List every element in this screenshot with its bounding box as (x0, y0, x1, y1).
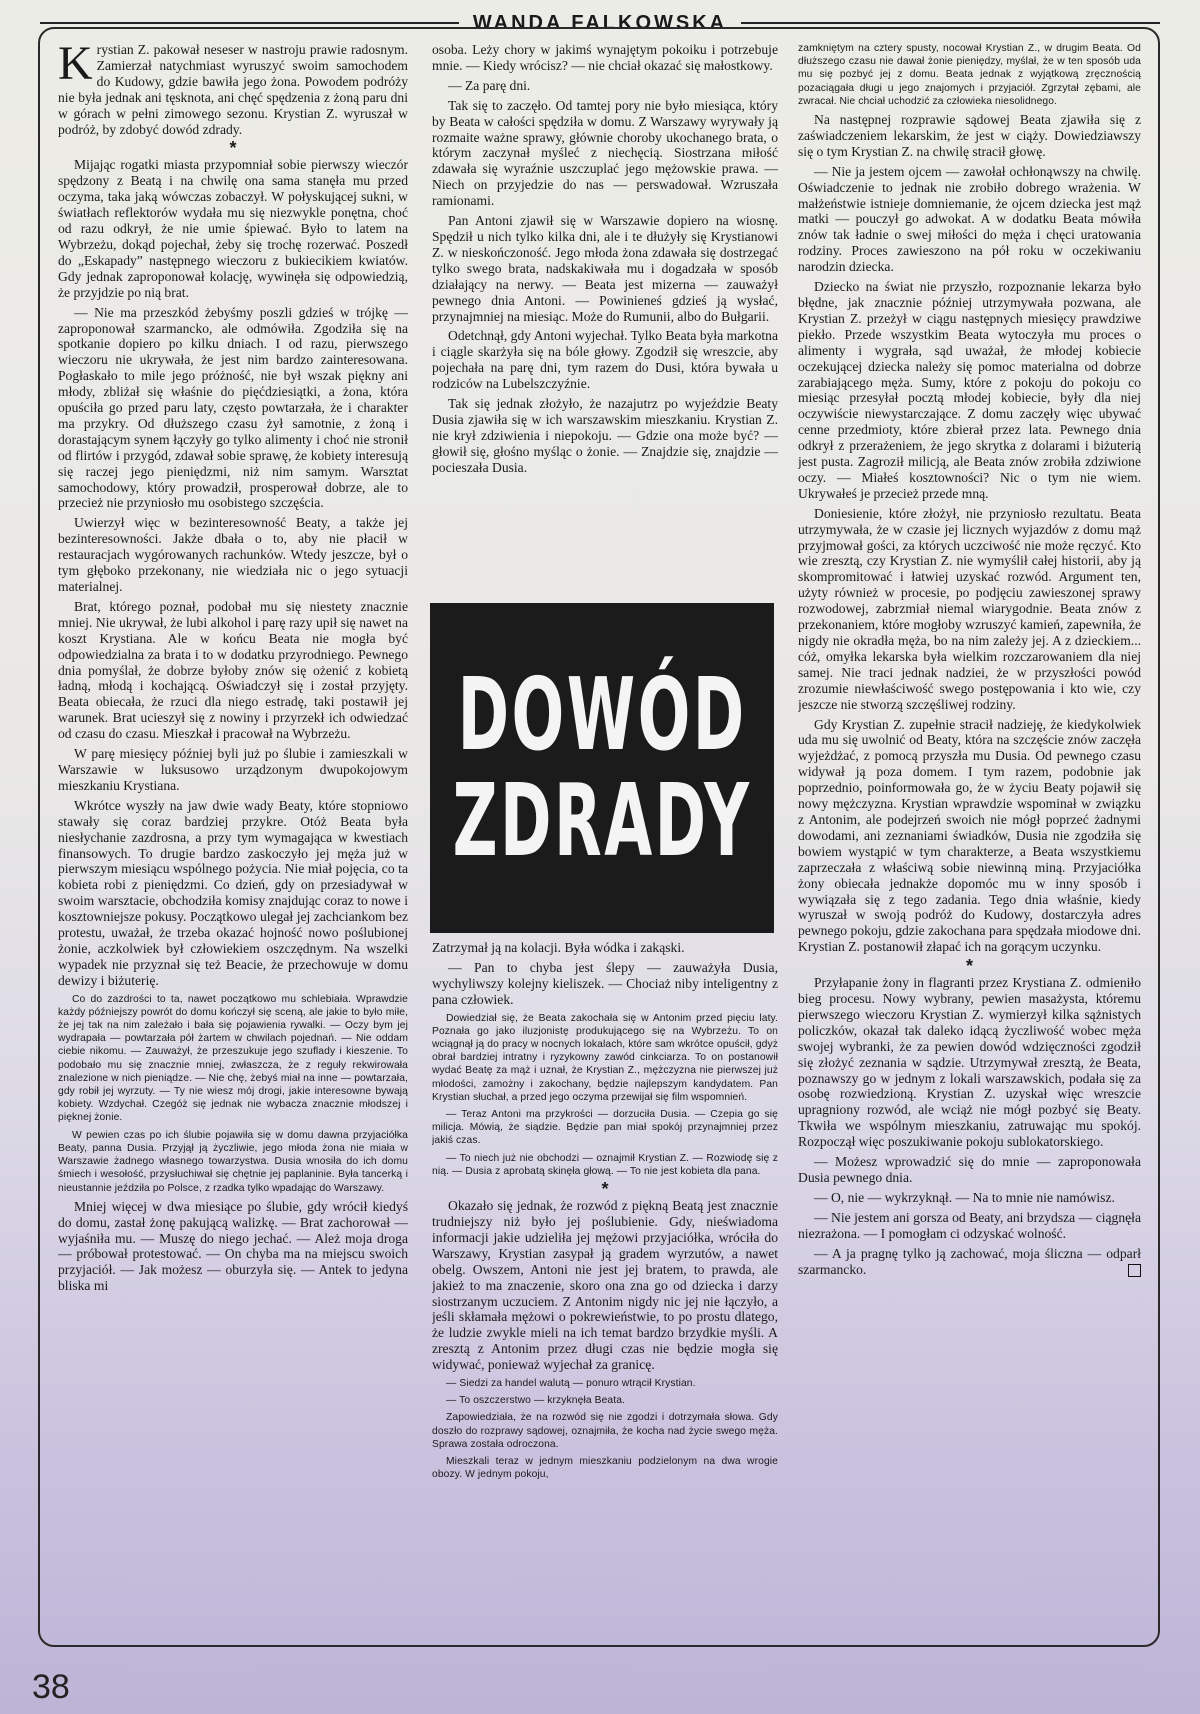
paragraph: Na następnej rozprawie sądowej Beata zjawiła się z zaświadczeniem lekarskim, że jest w ciąży. Dowiedziawszy się o tym Krystian Z. na chwilę stracił głowę. (798, 112, 1141, 159)
paragraph: Zatrzymał ją na kolacji. Była wódka i zakąski. (432, 940, 685, 955)
paragraph: Przyłapanie żony in flagranti przez Krystiana Z. odmieniło bieg procesu. Nowy wybrany, pewien masażysta, któremu pierwszego wieczoru Krystian Z. wymierzył kilka sążnistych policzków, okazał tak daleko idącą życzliwość wobec męża swojej wybranki, że za pewien dowód wdzięczności zgodził się złożyć zeznania w sądzie. Utrzymywał zresztą, że Beata, poznawszy go w jednym z lokali warszawskich, podała się za osobę rozwiedzioną. Krystian Z. uzyskał więc wreszcie upragniony rozwód, ale wciąż nie mógł pozbyć się Beaty. Tkwiła we wspólnym mieszkaniu, zatruwając mu spokój. Rozpoczął więc poszukiwanie pokoju sublokatorskiego. (798, 975, 1141, 1150)
paragraph: Tak się to zaczęło. Od tamtej pory nie było miesiąca, który by Beata w całości spędziła w domu. Z Warszawy wyrywały ją rozmaite ważne sprawy, głównie choroby ukochanego brata, o którym zaczynał myśleć z niechęcią. Siostrzana miłość zdawała się wyraźnie uszczuplać jego mężowskie prawa. — Niech on przyjedzie do nas — perswadował. Wzruszała ramionami. (432, 97, 778, 209)
paragraph: — Możesz wprowadzić się do mnie — zaproponowała Dusia pewnego dnia. (798, 1154, 1141, 1186)
paragraph: — Nie jestem ani gorsza od Beaty, ani brzydsza — ciągnęła niezrażona. — I pomogłam ci odzyskać wolność. (798, 1209, 1141, 1241)
paragraph: Mijając rogatki miasta przypomniał sobie pierwszy wieczór spędzony z Beatą i na chwilę ona sama stanęła mu przed oczyma, taka jaką wówczas zobaczył. W połyskującej sukni, w światłach reflektorów wydała mu się niezwykle ponętna, choć od razu odkrył, że nie umie śpiewać. Było to latem na Wybrzeżu, dokąd pojechał, żeby się trochę rozerwać. Poszedł do „Eskapady” następnego wieczoru z bukiecikiem kwiatów. Gdy jednak zaproponował kolację, wywinęła się odpowiedzią, że przyjdzie po nią brat. (58, 157, 408, 300)
paragraph: W parę miesięcy później byli już po ślubie i zamieszkali w Warszawie w luksusowo urządzonym dwupokojowym mieszkaniu Krystiana. (58, 746, 408, 793)
intro-paragraph (58, 42, 408, 137)
article-column-1 (58, 42, 408, 1637)
paragraph: — Pan to chyba jest ślepy — zauważyła Dusia, wychyliwszy kolejny kieliszek. — Chociaż niby inteligentny z pana człowiek. (432, 959, 778, 1007)
paragraph: Pan Antoni zjawił się w Warszawie dopiero na wiosnę. Spędził u nich tylko kilka dni, ale i te dłużyły się Krystianowi Z. w nieskończoność. Jego młoda żona zdawała się dostrzegać tylko swego brata, nadskakiwała mu i dogadzała w sposób działający na nerwy. — Beata jest mizerna — zauważył pewnego dnia Antoni. — Powinieneś gdzieś ją wysłać, przynajmniej na miesiąc. Może do Rumunii, albo do Bułgarii. (432, 213, 778, 324)
article-column-2-top (432, 42, 778, 597)
paragraph: — Za parę dni. (448, 77, 531, 93)
end-of-article-square-icon (1128, 1264, 1141, 1277)
article-title-line-1: DOWÓD (457, 656, 747, 773)
article-column-2-bottom (432, 940, 778, 1637)
paragraph: — O, nie — wykrzyknął. — Na to mnie nie namówisz. (814, 1189, 1115, 1205)
closing-text: — A ja pragnę tylko ją zachować, moja śliczna — odparł szarmancko. (798, 1245, 1141, 1277)
drop-cap: K (58, 42, 93, 90)
small-paragraph: Zapowiedziała, że na rozwód się nie zgodzi i dotrzymała słowa. Gdy doszło do rozprawy sądowej, oznajmiła, że kocha nad życie swego męża. Sprawa została odroczona. (432, 1412, 778, 1450)
page-number: 38 (32, 1668, 70, 1706)
small-paragraph: — Teraz Antoni ma przykrości — dorzuciła Dusia. — Czepia go się milicja. Mówią, że siądzie. Będzie pan miał spokój przynajmniej przez jakiś czas. (432, 1109, 778, 1147)
paragraph: — Nie ja jestem ojcem — zawołał ochłonąwszy na chwilę. Oświadczenie to jednak nie zrobiło dobrego wrażenia. W małżeństwie istnieje domniemanie, że ojcem dziecka jest mąż matki — pouczył go adwokat. A w dodatku Beata mówiła znów tak ładnie o swej miłości do męża i chęci uratowania rodziny. Proces zawieszono na pół roku w oczekiwaniu narodzin dziecka. (798, 163, 1141, 275)
paragraph: Dziecko na świat nie przyszło, rozpoznanie lekarza było błędne, jak znacznie później utrzymywała pozwana, ale Krystian Z. przeżył w ciągu następnych miesięcy prawdziwe piekło. Przede wszystkim Beata wytoczyła mu proces o alimenty i wygrała, sąd uważał, że młodej kobiecie oczekującej dziecka należy się pomoc materialna od dobrze zarabiającego męża. Sumy, które z pokoju do pokoju co miesiąc przesyłał pocztą młodej kobiecie, były dla niej oczywiście niewystarczające. Z domu zaczęły więc ubywać cenne przedmioty, które zbierał przez lata. Pewnego dnia odkrył z przerażeniem, że jego skrytka z dolarami i biżuterią jest pusta. Zagroził milicją, ale Beata znów zrobiła zdziwione oczy. — Miałeś kosztowności? Nic o tym nie wiem. Ukrywałeś je przecież przede mną. (798, 279, 1141, 501)
intro-text: rystian Z. pakował neseser w nastroju prawie radosnym. Zamierzał natychmiast wyruszyć swoim samochodem do Kudowy, gdzie bawiła jego żona. Powodem podróży nie była jednak ani tęsknota, ani chęć spędzenia z żoną paru dni w górach w pełni zimowego sezonu. Krystian Z. wyruszał w podróż, by zdobyć dowód zdrady. (58, 42, 408, 137)
author-byline: WANDA FALKOWSKA (472, 11, 728, 34)
small-paragraph: Mieszkali teraz w jednym mieszkaniu podzielonym na dwa wrogie obozy. W jednym pokoju, (432, 1456, 778, 1481)
article-column-3 (798, 42, 1141, 1637)
small-paragraph: zamkniętym na cztery spusty, nocował Krystian Z., w drugim Beata. Od dłuższego czasu nie dawał żonie pieniędzy, myślał, że w ten sposób uda mu się pozbyć jej z domu. Beata jednak z wyjątkową zręcznością pozaciągała długi u jego znajomych i przyjaciół. Zgrzytał zębami, ale zwracał. Nie chciał uchodzić za człowieka niesolidnego. (798, 43, 1141, 107)
article-title-block (430, 603, 774, 933)
paragraph: Okazało się jednak, że rozwód z piękną Beatą jest znacznie trudniejszy niż było jej poślubienie. Gdy, nieświadoma informacji jakie udzieliła jej mężowi przyjaciółka, wróciła do Warszawy, Krystian zasypał ją gradem wyrzutów, a nawet obelg. Owszem, Antoni nie jest jej bratem, to prawda, ale jakież to ma znaczenie, skoro ona zna go od dziecka i darzy siostrzanym uczuciem. Z Antonim nigdy nic jej nie łączyło, a jeśli skłamała mężowi o pokrewieństwie, to po prostu dlatego, że ludzie zwykle mieli na ich temat bardzo brzydkie myśli. A zresztą z Antonim przez długi czas nie będzie mogła się widywać, ponieważ wyjechał za granicę. (432, 1198, 778, 1373)
paragraph: Brat, którego poznał, podobał mu się niestety znacznie mniej. Nie ukrywał, że lubi alkohol i parę razy upił się nawet na koszt Krystiana. Ale w końcu Beata nie mogła być odpowiedzialna za brata i to w dodatku przyrodniego. Pewnego dnia pomyślał, że dobrze byłoby znów się ożenić z kobietą ładną, młodą i kochającą. Oświadczył się i został przyjęty. Beata obiecała, że rzuci dla niego estradę, taki postawił jej warunek. Brat ucieszył się z nowiny i przyrzekł ich odwiedzać od czasu do czasu. Mieszkał i pracował na Wybrzeżu. (58, 598, 408, 742)
paragraph: Uwierzył więc w bezinteresowność Beaty, a także jej bezinteresowności. Jakże dbała o to, aby nie płacił w restauracjach wygórowanych rachunków. Wtedy jeszcze, był o tym głęboko przekonany, nie wiedziała nic o jego sytuacji materialnej. (58, 515, 408, 594)
small-paragraph: Co do zazdrości to ta, nawet początkowo mu schlebiała. Wprawdzie każdy późniejszy powrót do domu kończył się sceną, ale jakie to było miłe, że jej tak na nim zależało i bała się pojawienia rywalki. — Oczy bym jej wydrapała — powtarzała pół żartem w chwilach pojednań. — Nie oddam ciebie nikomu. — Zauważył, że przeszukuje jego szuflady i kieszenie. To podobało mu się znacznie mniej, zwłaszcza, że z reguły rekwirowała znalezione w nich pieniądze. — Nie chę, żebyś miał na inne — powtarzała, gdy robił jej wyrzuty. — Ty nie wiesz mój drogi, jakie interesowne bywają kobiety. Wzdychał. Czegóż się jednak nie wybacza znacznie młodszej i pięknej żonie. (58, 993, 408, 1124)
small-paragraph: — To niech już nie obchodzi — oznajmił Krystian Z. — Rozwiodę się z nią. — Dusia z aprobatą skinęła głową. — To nie jest kobieta dla pana. (432, 1152, 778, 1177)
small-paragraph: Dowiedział się, że Beata zakochała się w Antonim przed pięciu laty. Poznała go jako iluzjonistę produkującego się na Wybrzeżu. To on wciągnął ją do pracy w nocnych lokalach, które sam wkrótce opuścił, gdyż obrał bardziej intratny i ryzykowny zawód cinkciarza. To on postanowił wydać Beatę za mąż i uznał, że Krystian Z., mężczyzna nie pierwszej już młodości, zamożny i zakochany, będzie najlepszym kandydatem. Pan Krystian słuchał, a przed jego oczyma przewijał się film wspomnień. (432, 1012, 778, 1103)
paragraph: Doniesienie, które złożył, nie przyniosło rezultatu. Beata utrzymywała, że w czasie jej licznych wyjazdów z domu mąż przyjmował gości, za których uczciwość nie może ręczyć. Kto wie zresztą, czy Krystian Z. nie wymyślił całej historii, aby ją skompromitować i łatwiej uzyskać rozwód. Argument ten, użyty również w procesie, po podjęciu zawieszonej sprawy rozwodowej, zabrzmiał niemal wiarygodnie. Beata znów z przekonaniem, które mogłoby wzruszyć kamień, zapewniła, że nigdy nie okradła męża, bo na nim zależy jej. A z dzieckiem... cóż, omyłka lekarska była wielkim rozczarowaniem dla niej samej. Nie traci jednak nadziei, że w przyszłości powód zrozumie niewłaściwość swego postępowania i kto wie, czy jeszcze nie stworzą szczęśliwej rodziny. (798, 505, 1141, 712)
paragraph: Wkrótce wyszły na jaw dwie wady Beaty, które stopniowo stawały się coraz bardziej przykre. Otóż Beata była niesłychanie zazdrosna, a przy tym wymagająca w kwestiach finansowych. To drugie bardzo zaskoczyło jej męża już w pierwszym miesiącu wspólnego pożycia. Nie miał pojęcia, co ta kobieta robi z pieniędzmi. Co dzień, gdy on przesiadywał w swoim warsztacie, obchodziła komisy znajdując coraz to nowe i kosztowniejsze pokusy. Początkowo ulegał jej zachciankom bez protestu, uważał, że trzeba okazać hojność nowo poślubionej żonie, aczkolwiek był człowiekiem oszczędnym. Na wszelki wypadek nie przyznał się też Beacie, że przechowuje w domu dewizy i biżuterię. (58, 797, 408, 988)
closing-paragraph (798, 1246, 1141, 1278)
paragraph: osoba. Leży chory w jakimś wynajętym pokoiku i potrzebuje mnie. — Kiedy wrócisz? — nie chciał okazać się małostkowy. (432, 42, 778, 73)
small-paragraph: — Siedzi za handel walutą — ponuro wtrącił Krystian. (446, 1378, 696, 1390)
section-separator: * (229, 138, 237, 159)
byline-rule-left (40, 22, 459, 24)
small-paragraph: — To oszczerstwo — krzyknęła Beata. (446, 1395, 625, 1407)
paragraph: Odetchnął, gdy Antoni wyjechał. Tylko Beata była markotna i ciągle skarżyła się na bóle głowy. Zgodził się wreszcie, aby pojechała na parę dni, tym razem do Dusi, która bywała u rodziców na Lubelszczyźnie. (432, 328, 778, 392)
paragraph: — Nie ma przeszkód żebyśmy poszli gdzieś w trójkę — zaproponował szarmancko, ale odmówiła. Zgodziła się na spotkanie dopiero po kilku dniach. I od razu, pierwszego wieczoru nie ukrywała, że jest nim bardzo zainteresowana. Pogłaskało to mile jego próżność, nie był wszak piękny ani młody, zbliżał się właśnie do pięćdziesiątki, a żona, która opuściła go przed paru laty, często powtarzała, że i charakter ma przykry. Od dłuższego czasu żył samotnie, z żoną i dorastającym synem łączyły go tylko alimenty i choć nie stronił od flirtów i przygód, zdawał sobie sprawę, że kobiety interesują się raczej jego pieniędzmi, niż nim samym. Warsztat samochodowy, który prowadził, prosperował dobrze, ale to przecież nie przyniosło mu osobistego szczęścia. (58, 304, 408, 511)
section-separator: * (965, 956, 973, 977)
byline-rule-right (741, 22, 1160, 24)
paragraph: Mniej więcej w dwa miesiące po ślubie, gdy wrócił kiedyś do domu, zastał żonę pakującą walizkę. — Brat zachorował — wyjaśniła mu. — Muszę do niego jechać. — Ależ moja droga — próbował protestować. — On chyba ma na miejscu swoich przyjaciół. — Jak możesz — oburzyła się. — Antek to jedyna bliska mi (58, 1198, 408, 1294)
section-separator: * (601, 1179, 609, 1200)
paragraph: Tak się jednak złożyło, że nazajutrz po wyjeździe Beaty Dusia zjawiła się w ich warszawskim mieszkaniu. Krystian Z. nie krył zdziwienia i niepokoju. — Gdzie ona może być? — głowił się, głośno myśląc o żonie. — Znajdzie się, znajdzie — pocieszała Dusia. (432, 396, 778, 475)
article-title-line-2: ZDRADY (452, 762, 752, 879)
paragraph: Gdy Krystian Z. zupełnie stracił nadzieję, że kiedykolwiek uda mu się uwolnić od Beaty, która na szczęście znów zaczęła wyjeżdżać, z pomocą przyszła mu Dusia. Od pewnego czasu widywał ją poza domem. I tym razem, podobnie jak poprzednio, poinformowała go, że w życiu Beaty pojawił się nowy mężczyzna. Krystian wprawdzie wspominał w związku z Antonim, ale podejrzeń swoich nie mógł poprzeć żadnymi dowodami, ani zeznaniami świadków, Dusia nie zgodziła się bowiem wystąpić w tym charakterze, a Beata wszystkiemu zaprzeczała z właściwą sobie niewinną miną. Przyjaciółka żony obiecała jednakże dopomóc mu w inny sposób i wywiązała się z tego zadania. Tego dnia właśnie, kiedy wyruszał w swoją podróż do Kudowy, dostarczyła adres pewnego pokoju, gdzie zakochana para spędzała miodowe dni. Krystian Z. postanowił złapać ich na gorącym uczynku. (798, 716, 1141, 955)
small-paragraph: W pewien czas po ich ślubie pojawiła się w domu dawna przyjaciółka Beaty, panna Dusia. Przyjął ją życzliwie, jego młoda żona nie miała w Warszawie żadnego własnego towarzystwa. Dusia wnosiła do ich domu śmiech i wesołość, przysłuchiwał się chętnie jej paplaninie. Była tancerką i nieustannie jeździła po Polsce, z rzadka tylko wpadając do Warszawy. (58, 1129, 408, 1194)
